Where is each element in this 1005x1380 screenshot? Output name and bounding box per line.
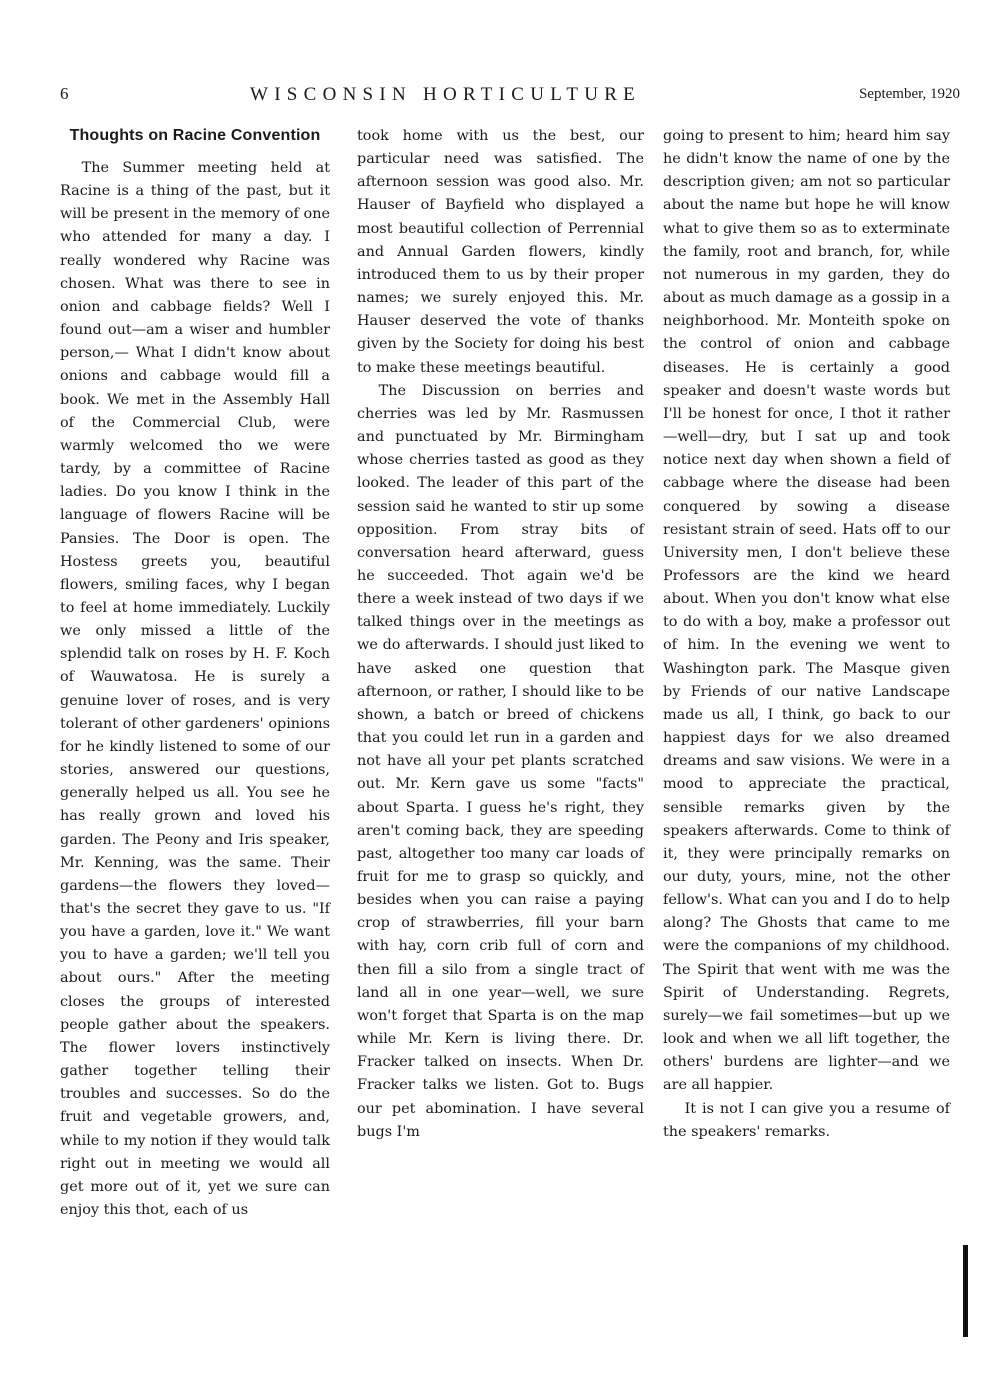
text-column-2 <box>357 125 644 1144</box>
text-column-1 <box>60 125 330 1222</box>
paragraph: The Discussion on berries and cherries was led by Mr. Rasmussen and punctuated by Mr. Birmingham whose cherries tasted as good as they looked. The leader of this part of the session said he wanted to stir up some opposition. From stray bits of conversation heard afterward, guess he succeeded. Thot again we'd be there a week instead of two days if we talked things over in the meetings as we do afterwards. I should just liked to have asked one question that afternoon, or rather, I should like to be shown, a batch or breed of chickens that you could let run in a garden and not have all your pet plants scratched out. Mr. Kern gave us some "facts" about Sparta. I guess he's right, they aren't coming back, they are speeding past, altogether too many car loads of fruit for me to grasp so quickly, and besides when you can raise a paying crop of strawberries, fill your barn with hay, corn crib full of corn and then fill a silo from a single tract of land all in one year—well, we sure won't forget that Sparta is on the map while Mr. Kern is living there. Dr. Fracker talked on insects. When Dr. Fracker talks we listen. Got to. Bugs our pet abomination. I have several bugs I'm <box>357 382 644 1140</box>
paragraph: took home with us the best, our particular need was satisfied. The afternoon session was good also. Mr. Hauser of Bayfield who displayed a most beautiful collection of Perrennial and Annual Garden flowers, kindly introduced them to us by their proper names; we surely enjoyed this. Mr. Hauser deserved the vote of thanks given by the Society for doing his best to make these meetings beautiful. <box>357 128 644 376</box>
page-number: 6 <box>60 84 69 103</box>
text-column-3 <box>663 125 950 1144</box>
journal-title: WISCONSIN HORTICULTURE <box>250 84 642 105</box>
paragraph: The Summer meeting held at Racine is a thing of the past, but it will be present in the memory of one who attended for many a day. I really wondered why Racine was chosen. What was there to see in onion and cabbage fields? Well I found out—am a wiser and humbler person,— What I didn't know about onions and cabbage would fill a book. We met in the Assembly Hall of the Commercial Club, were warmly welcomed tho we were tardy, by a committee of Racine ladies. Do you know I think in the language of flowers Racine will be Pansies. The Door is open. The Hostess greets you, beautiful flowers, smiling faces, why I began to feel at home immediately. Luckily we only missed a little of the splendid talk on roses by H. F. Koch of Wauwatosa. He is surely a genuine lover of roses, and is very tolerant of other gardeners' opinions for he kindly listened to some of our stories, answered our questions, generally helped us all. You see he has really grown and loved his garden. The Peony and Iris speaker, Mr. Kenning, was the same. Their gardens—the flowers they loved—that's the secret they gave to us. "If you have a garden, love it." We want you to have a garden; we'll tell you about ours." After the meeting closes the groups of interested people gather about the speakers. The flower lovers instinctively gather together telling their troubles and successes. So do the fruit and vegetable growers, and, while to my notion if they would talk right out in meeting we would all get more out of it, yet we sure can enjoy this thot, each of us <box>60 160 330 1219</box>
paragraph: It is not I can give you a resume of the speakers' remarks. <box>663 1100 950 1140</box>
article-title: Thoughts on Racine Convention <box>69 127 321 144</box>
margin-rule <box>963 1245 968 1337</box>
page-header <box>60 84 960 110</box>
paragraph: going to present to him; heard him say he didn't know the name of one by the description given; am not so particular about the name but hope he will know what to give them so as to exterminate the family, root and branch, for, while not numerous in my garden, they do about as much damage as a gossip in a neighborhood. Mr. Monteith spoke on the control of onion and cabbage diseases. He is certainly a good speaker and doesn't waste words but I'll be honest for once, I thot it rather—well—dry, but I sat up and took notice next day when shown a field of cabbage where the disease had been conquered by sowing a disease resistant strain of seed. Hats off to our University men, I don't believe these Professors are the kind we heard about. When you don't know what else to do with a boy, make a professor out of him. In the evening we went to Washington park. The Masque given by Friends of our native Landscape made us all, I think, go back to our happiest days for we also dreamed dreams and saw visions. We were in a mood to appreciate the practical, sensible remarks given by the speakers afterwards. Come to think of it, they were principally remarks on our duty, yours, mine, not the other fellow's. What can you and I do to help along? The Ghosts that came to me were the companions of my childhood. The Spirit that went with me was the Spirit of Understanding. Regrets, surely—we fail sometimes—but up we look and when we all lift together, the others' burdens are lighter—and we are all happier. <box>663 128 950 1094</box>
issue-date: September, 1920 <box>858 86 960 102</box>
